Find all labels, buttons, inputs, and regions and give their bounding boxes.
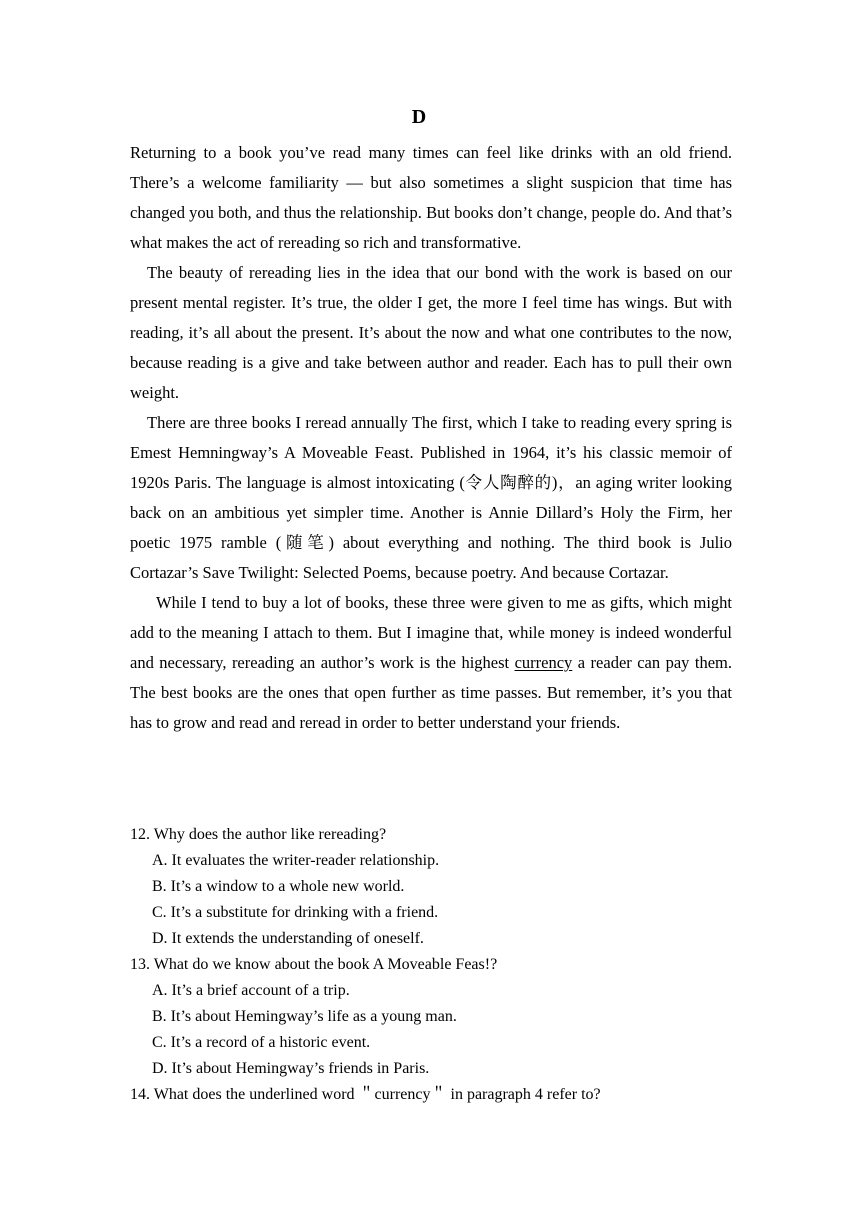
- question-12-stem: 12. Why does the author like rereading?: [130, 826, 387, 843]
- question-13-option-a: A. It’s a brief account of a trip.: [152, 982, 350, 999]
- paragraph-2: The beauty of rereading lies in the idea that our bond with the work is based on our present mental register. It’s true, the older I get, the more I feel time has wings. But with reading, it’s all about the present. It’s about the now and what one contributes to the now, because reading is a give and take between author and reader. Each has to pull their own weight.: [130, 263, 732, 402]
- section-title: D: [411, 106, 427, 128]
- paragraph-3: There are three books I reread annually The first, which I take to reading every spring is Emest Hemningway’s A Moveable Feast. Published in 1964, it’s his classic memoir of 1920s Paris. The language is almost intoxicating (令人陶醉的)，an aging writer looking back on an ambitious yet simpler time. Another is Annie Dillard’s Holy the Firm, her poetic 1975 ramble (随笔) about everything and nothing. The third book is Julio Cortazar’s Save Twilight: Selected Poems, because poetry. And because Cortazar.: [130, 413, 732, 582]
- question-12-option-d: D. It extends the understanding of oneself.: [152, 930, 424, 947]
- paragraph-4: [130, 588, 732, 738]
- question-12-option-a: A. It evaluates the writer-reader relationship.: [152, 852, 440, 869]
- question-13-option-d: D. It’s about Hemingway’s friends in Paris.: [152, 1060, 430, 1077]
- question-list: [130, 822, 732, 1108]
- question-12-option-b: B. It’s a window to a whole new world.: [152, 878, 405, 895]
- question-13-option-b: B. It’s about Hemingway’s life as a young man.: [152, 1008, 457, 1025]
- question-13-option-c: C. It’s a record of a historic event.: [152, 1034, 371, 1051]
- question-12-option-c: C. It’s a substitute for drinking with a friend.: [152, 904, 439, 921]
- paragraph-1: Returning to a book you’ve read many times can feel like drinks with an old friend. There’s a welcome familiarity — but also sometimes a slight suspicion that time has changed you both, and thus the relationship. But books don’t change, people do. And that’s what makes the act of rereading so rich and transformative.: [130, 143, 732, 252]
- underlined-word-currency: currency: [514, 653, 573, 672]
- question-14-stem: 14. What does the underlined word ＂currency＂ in paragraph 4 refer to?: [130, 1086, 601, 1103]
- paragraph-4-text-after: a reader can pay them. The best books are the ones that open further as time passes. But remember, it’s you that has to grow and read and reread in order to better understand your friends.: [130, 653, 732, 732]
- paragraph-4-text-before: While I tend to buy a lot of books, these three were given to me as gifts, which might add to the meaning I attach to them. But I imagine that, while money is indeed wonderful and necessary, rereading an author’s work is the highest: [130, 593, 732, 672]
- question-13-stem: 13. What do we know about the book A Moveable Feas!?: [130, 956, 498, 973]
- reading-passage: [130, 138, 732, 738]
